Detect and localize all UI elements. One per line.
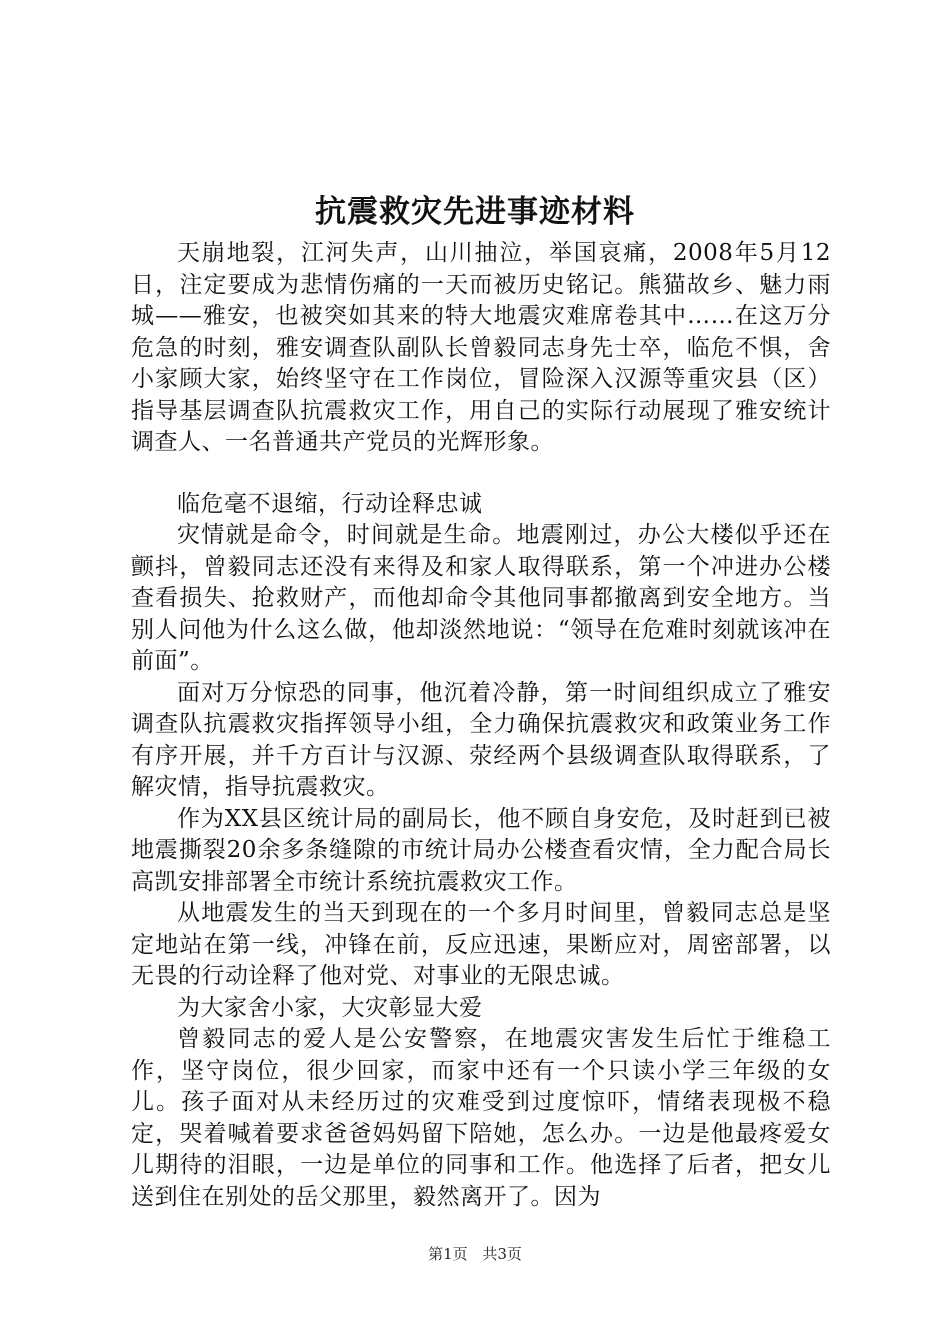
section-heading-1: 临危毫不退缩，行动诠释忠诚: [177, 490, 483, 517]
intro-paragraph: 天崩地裂，江河失声，山川抽泣，举国哀痛，2008年5月12日，注定要成为悲情伤痛的一天而被历史铭记。熊猫故乡、魅力雨城——雅安，也被突如其来的特大地震灾难席卷其中……在这万分危急的时刻，雅安调查队副队长曾毅同志身先士卒，临危不惧，舍小家顾大家，始终坚守在工作岗位，冒险深入汉源等重灾县（区）指导基层调查队抗震救灾工作，用自己的实际行动展现了雅安统计调查人、一名普通共产党员的光辉形象。: [131, 240, 831, 455]
paragraph: 作为XX县区统计局的副局长，他不顾自身安危，及时赶到已被地震撕裂20余多条缝隙的市统计局办公楼查看灾情，全力配合局长高凯安排部署全市统计系统抗震救灾工作。: [131, 805, 831, 895]
paragraph: 从地震发生的当天到现在的一个多月时间里，曾毅同志总是坚定地站在第一线，冲锋在前，反应迅速，果断应对，周密部署，以无畏的行动诠释了他对党、对事业的无限忠诚。: [131, 900, 831, 989]
document-body: [131, 238, 831, 1213]
page-total: 共3页: [482, 1245, 522, 1263]
paragraph: 曾毅同志的爱人是公安警察，在地震灾害发生后忙于维稳工作，坚守岗位，很少回家，而家中还有一个只读小学三年级的女儿。孩子面对从未经历过的灾难受到过度惊吓，情绪表现极不稳定，哭着喊着要求爸爸妈妈留下陪她，怎么办。一边是他最疼爱女儿期待的泪眼，一边是单位的同事和工作。他选择了后者，把女儿送到住在别处的岳父那里，毅然离开了。因为: [131, 1026, 831, 1210]
page-number: 第1页: [428, 1245, 468, 1263]
page-footer: [0, 1243, 950, 1264]
paragraph: 灾情就是命令，时间就是生命。地震刚过，办公大楼似乎还在颤抖，曾毅同志还没有来得及和家人取得联系，第一个冲进办公楼查看损失、抢救财产，而他却命令其他同事都撤离到安全地方。当别人问他为什么这么做，他却淡然地说：“领导在危难时刻就该冲在前面”。: [131, 522, 831, 674]
section-heading-2: 为大家舍小家，大灾彰显大爱: [177, 994, 483, 1021]
document-title: 抗震救灾先进事迹材料: [315, 194, 635, 230]
paragraph: 面对万分惊恐的同事，他沉着冷静，第一时间组织成立了雅安调查队抗震救灾指挥领导小组，全力确保抗震救灾和政策业务工作有序开展，并千方百计与汉源、荥经两个县级调查队取得联系，了解灾情，指导抗震救灾。: [131, 679, 831, 800]
